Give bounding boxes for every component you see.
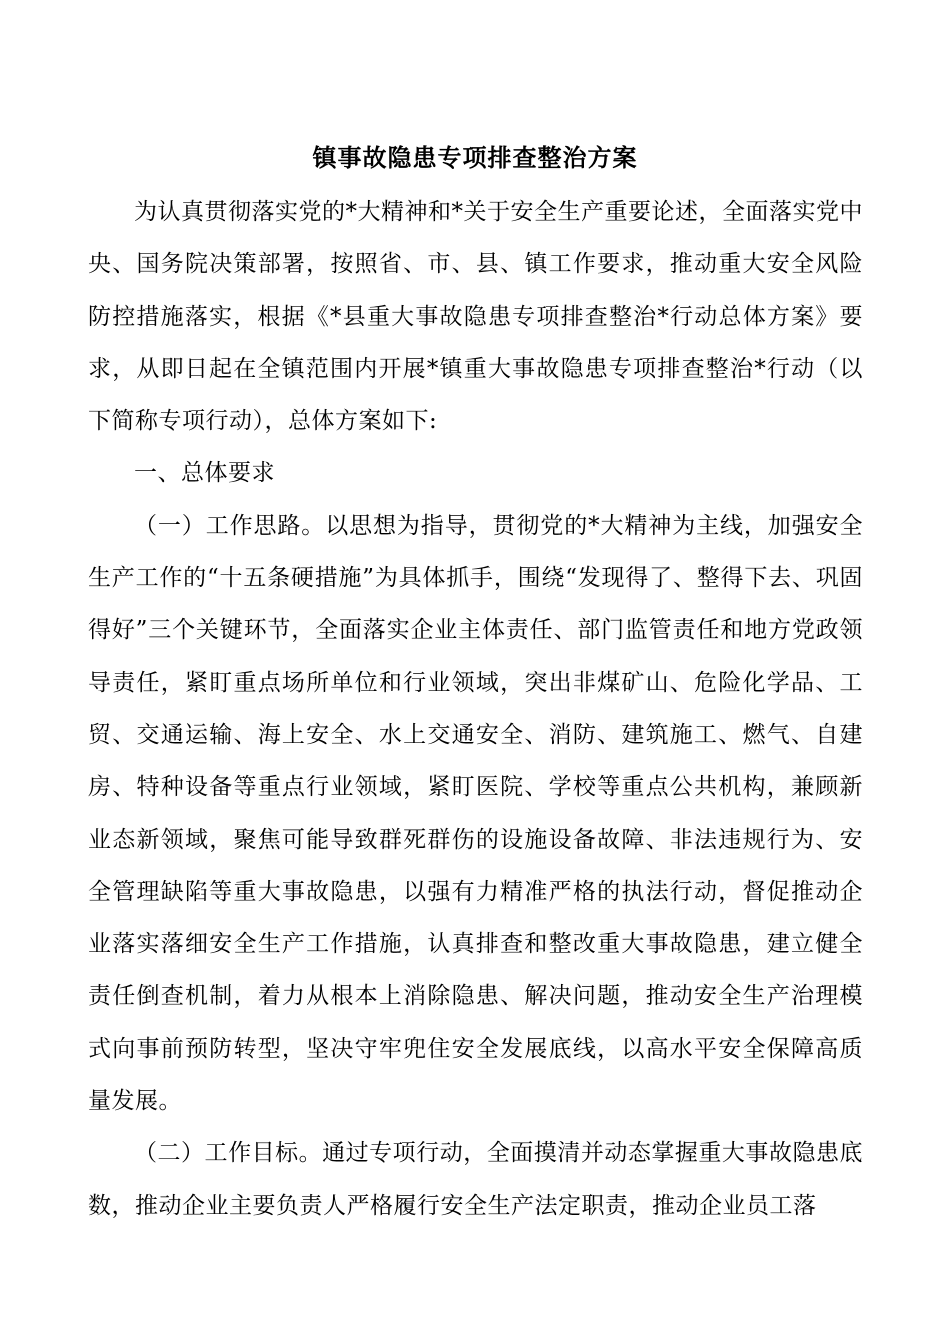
paragraph-work-approach: （一）工作思路。以思想为指导，贯彻党的*大精神为主线，加强安全生产工作的“十五条硬措施”为具体抓手，围绕“发现得了、整得下去、巩固得好”三个关键环节，全面落实企业主体责任、部门监管责任和地方党政领导责任，紧盯重点场所单位和行业领域，突出非煤矿山、危险化学品、工贸、交通运输、海上安全、水上交通安全、消防、建筑施工、燃气、自建房、特种设备等重点行业领域，紧盯医院、学校等重点公共机构，兼顾新业态新领域，聚焦可能导致群死群伤的设施设备故障、非法违规行为、安全管理缺陷等重大事故隐患，以强有力精准严格的执法行动，督促推动企业落实落细安全生产工作措施，认真排查和整改重大事故隐患，建立健全责任倒查机制，着力从根本上消除隐患、解决问题，推动安全生产治理模式向事前预防转型，坚决守牢兜住安全发展底线，以高水平安全保障高质量发展。: [88, 512, 863, 1115]
paragraph-intro: 为认真贯彻落实党的*大精神和*关于安全生产重要论述，全面落实党中央、国务院决策部署，按照省、市、县、镇工作要求，推动重大安全风险防控措施落实，根据《*县重大事故隐患专项排查整治*行动总体方案》要求，从即日起在全镇范围内开展*镇重大事故隐患专项排查整治*行动（以下简称专项行动），总体方案如下:: [88, 199, 863, 435]
document-title: 镇事故隐患专项排查整治方案: [312, 143, 638, 172]
paragraph-work-goals: （二）工作目标。通过专项行动，全面摸清并动态掌握重大事故隐患底数，推动企业主要负责人严格履行安全生产法定职责，推动企业员工落: [88, 1140, 863, 1219]
document-body: [88, 186, 863, 1232]
section-heading-general-requirements: 一、总体要求: [134, 460, 275, 487]
